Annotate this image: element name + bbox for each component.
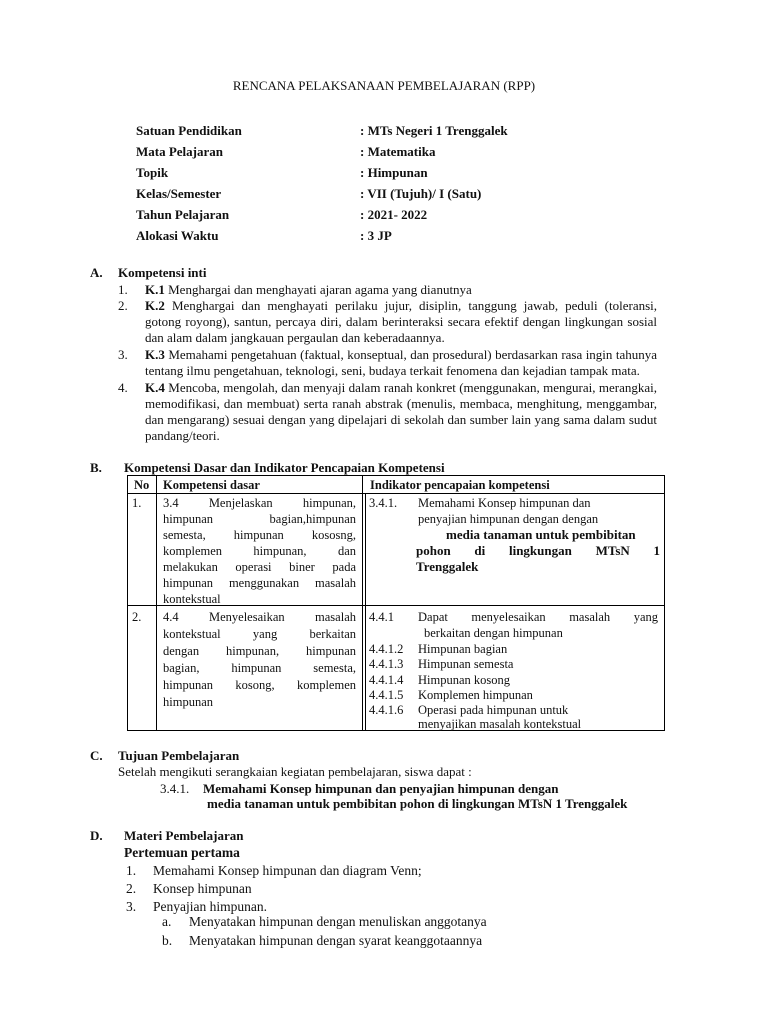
table-cell-kd: 3.4 Menjelaskan himpunan, <box>163 496 356 510</box>
table-border <box>127 493 665 494</box>
indicator-number: 3.4.1. <box>369 496 398 510</box>
table-cell-kd: himpunan menggunakan masalah <box>163 576 356 590</box>
table-cell-no: 1. <box>132 496 142 510</box>
table-border <box>127 475 665 476</box>
section-intro: Setelah mengikuti serangkaian kegiatan pembelajaran, siswa dapat : <box>118 764 472 779</box>
table-cell-kd: kontekstual yang berkaitan <box>163 627 356 641</box>
indicator-sub-number: 4.4.1.3 <box>369 657 404 671</box>
section-letter: D. <box>90 828 103 843</box>
table-header: Kompetensi dasar <box>163 478 260 492</box>
subheading: Pertemuan pertama <box>124 845 240 860</box>
identity-value: : VII (Tujuh)/ I (Satu) <box>360 186 482 201</box>
table-border <box>362 475 363 731</box>
ki-text: gotong royong), santun, percaya diri, dalam berinteraksi secara efektif dengan lingkungan sosial <box>145 314 657 329</box>
ki-text: Menghargai dan menghayati perilaku jujur, disiplin, tanggung jawab, peduli (toleransi, <box>171 298 658 313</box>
identity-value: : MTs Negeri 1 Trenggalek <box>360 123 508 138</box>
goal-number: 3.4.1. <box>160 781 190 796</box>
indicator-text: penyajian himpunan dengan dengan <box>418 512 599 526</box>
section-heading: Tujuan Pembelajaran <box>118 748 240 763</box>
list-item <box>145 282 472 298</box>
table-cell-kd: himpunan <box>163 695 213 709</box>
identity-label: Tahun Pelajaran <box>136 207 230 222</box>
table-border <box>127 730 665 731</box>
sub-list-letter: b. <box>162 933 173 948</box>
list-number: 2. <box>126 881 137 896</box>
indicator-sub-number: 4.4.1.2 <box>369 642 404 656</box>
list-number: 1. <box>118 282 128 297</box>
table-cell-kd: dengan himpunan, himpunan <box>163 644 356 658</box>
list-item: Memahami Konsep himpunan dan diagram Venn; <box>153 863 422 878</box>
table-cell-no: 2. <box>132 610 142 624</box>
ki-text: tentang ilmu pengetahuan, teknologi, seni, budaya terkait fenomena dan kejadian tampak mata. <box>145 363 640 378</box>
ki-text: memodifikasi, dan membuat) serta ranah abstrak (menulis, membaca, menghitung, menggambar, <box>145 396 657 411</box>
section-letter: C. <box>90 748 103 763</box>
identity-label: Alokasi Waktu <box>136 228 219 243</box>
indicator-sub-text: Himpunan kosong <box>418 673 511 687</box>
ki-code: K.4 <box>145 380 165 395</box>
indicator-sub-number: 4.4.1.5 <box>369 688 404 702</box>
section-heading: Materi Pembelajaran <box>124 828 244 843</box>
indicator-number: 4.4.1 <box>369 610 394 624</box>
indicator-text-bold: media tanaman untuk pembibitan <box>446 527 636 542</box>
section-letter: A. <box>90 265 103 280</box>
indicator-text-bold: pohon di lingkungan MTsN 1 <box>416 543 660 558</box>
sub-list-letter: a. <box>162 914 172 929</box>
identity-label: Topik <box>136 165 169 180</box>
sub-list-item: Menyatakan himpunan dengan menuliskan anggotanya <box>189 914 487 929</box>
table-cell-kd: himpunan bagian,himpunan <box>163 512 356 526</box>
table-cell-kd: himpunan kosong, komplemen <box>163 678 356 692</box>
ki-text: dan alam dalam jangkauan pergaulan dan keberadaannya. <box>145 330 445 345</box>
indicator-sub-text: Operasi pada himpunan untuk <box>418 703 569 717</box>
indicator-text: Memahami Konsep himpunan dan <box>418 496 591 510</box>
indicator-sub-text: Himpunan bagian <box>418 642 508 656</box>
list-item <box>145 380 657 396</box>
table-cell-kd: melakukan operasi biner pada <box>163 560 356 574</box>
identity-label: Kelas/Semester <box>136 186 222 201</box>
ki-text: Memahami pengetahuan (faktual, konseptual, dan prosedural) berdasarkan rasa ingin tahunya <box>168 347 658 362</box>
table-cell-kd: semesta, himpunan kososng, <box>163 528 356 542</box>
identity-value: : Matematika <box>360 144 436 159</box>
table-border <box>664 475 665 731</box>
table-border <box>156 475 157 731</box>
ki-code: K.3 <box>145 347 165 362</box>
list-item: Konsep himpunan <box>153 881 252 896</box>
table-cell-kd: kontekstual <box>163 592 221 606</box>
goal-text: media tanaman untuk pembibitan pohon di lingkungan MTsN 1 Trenggalek <box>207 796 628 811</box>
list-number: 3. <box>126 899 137 914</box>
ki-code: K.2 <box>145 298 165 313</box>
list-number: 2. <box>118 298 128 313</box>
list-item: Penyajian himpunan. <box>153 899 267 914</box>
sub-list-item: Menyatakan himpunan dengan syarat keanggotaannya <box>189 933 483 948</box>
list-number: 4. <box>118 380 128 395</box>
indicator-sub-number: 4.4.1.6 <box>369 703 404 717</box>
table-border <box>365 493 366 731</box>
ki-text: pandang/teori. <box>145 428 220 443</box>
identity-value: : Himpunan <box>360 165 428 180</box>
table-header: Indikator pencapaian kompetensi <box>370 478 550 492</box>
table-cell-kd: komplemen himpunan, dan <box>163 544 356 558</box>
indicator-sub-text: Komplemen himpunan <box>418 688 533 702</box>
identity-value: : 2021- 2022 <box>360 207 428 222</box>
list-item <box>145 298 657 314</box>
section-heading: Kompetensi inti <box>118 265 207 280</box>
goal-text: Memahami Konsep himpunan dan penyajian himpunan dengan <box>203 781 559 796</box>
section-heading: Kompetensi Dasar dan Indikator Pencapaian Kompetensi <box>124 460 445 475</box>
ki-text: dan mengarang) sesuai dengan yang dipelajari di sekolah dan sumber lain yang sama dalam sudut <box>145 412 657 427</box>
indicator-sub-text: Himpunan semesta <box>418 657 514 671</box>
identity-value: : 3 JP <box>360 228 392 243</box>
list-number: 3. <box>118 347 128 362</box>
table-cell-kd: 4.4 Menyelesaikan masalah <box>163 610 356 624</box>
indicator-text: berkaitan dengan himpunan <box>424 626 563 640</box>
ki-text: Menghargai dan menghayati ajaran agama yang dianutnya <box>168 282 472 297</box>
indicator-text: Dapat menyelesaikan masalah yang <box>418 610 658 624</box>
table-cell-kd: bagian, himpunan semesta, <box>163 661 356 675</box>
section-letter: B. <box>90 460 102 475</box>
ki-code: K.1 <box>145 282 165 297</box>
list-number: 1. <box>126 863 137 878</box>
table-header: No <box>134 478 150 492</box>
indicator-text-bold: Trenggalek <box>416 559 479 574</box>
table-border <box>127 475 128 731</box>
document-title: RENCANA PELAKSANAAN PEMBELAJARAN (RPP) <box>232 78 536 93</box>
indicator-sub-text: menyajikan masalah kontekstual <box>418 717 582 731</box>
identity-label: Mata Pelajaran <box>136 144 224 159</box>
list-item <box>145 347 657 363</box>
indicator-sub-number: 4.4.1.4 <box>369 673 404 687</box>
identity-label: Satuan Pendidikan <box>136 123 242 138</box>
ki-text: Mencoba, mengolah, dan menyaji dalam ranah konkret (menggunakan, mengurai, merangkai, <box>168 380 657 395</box>
